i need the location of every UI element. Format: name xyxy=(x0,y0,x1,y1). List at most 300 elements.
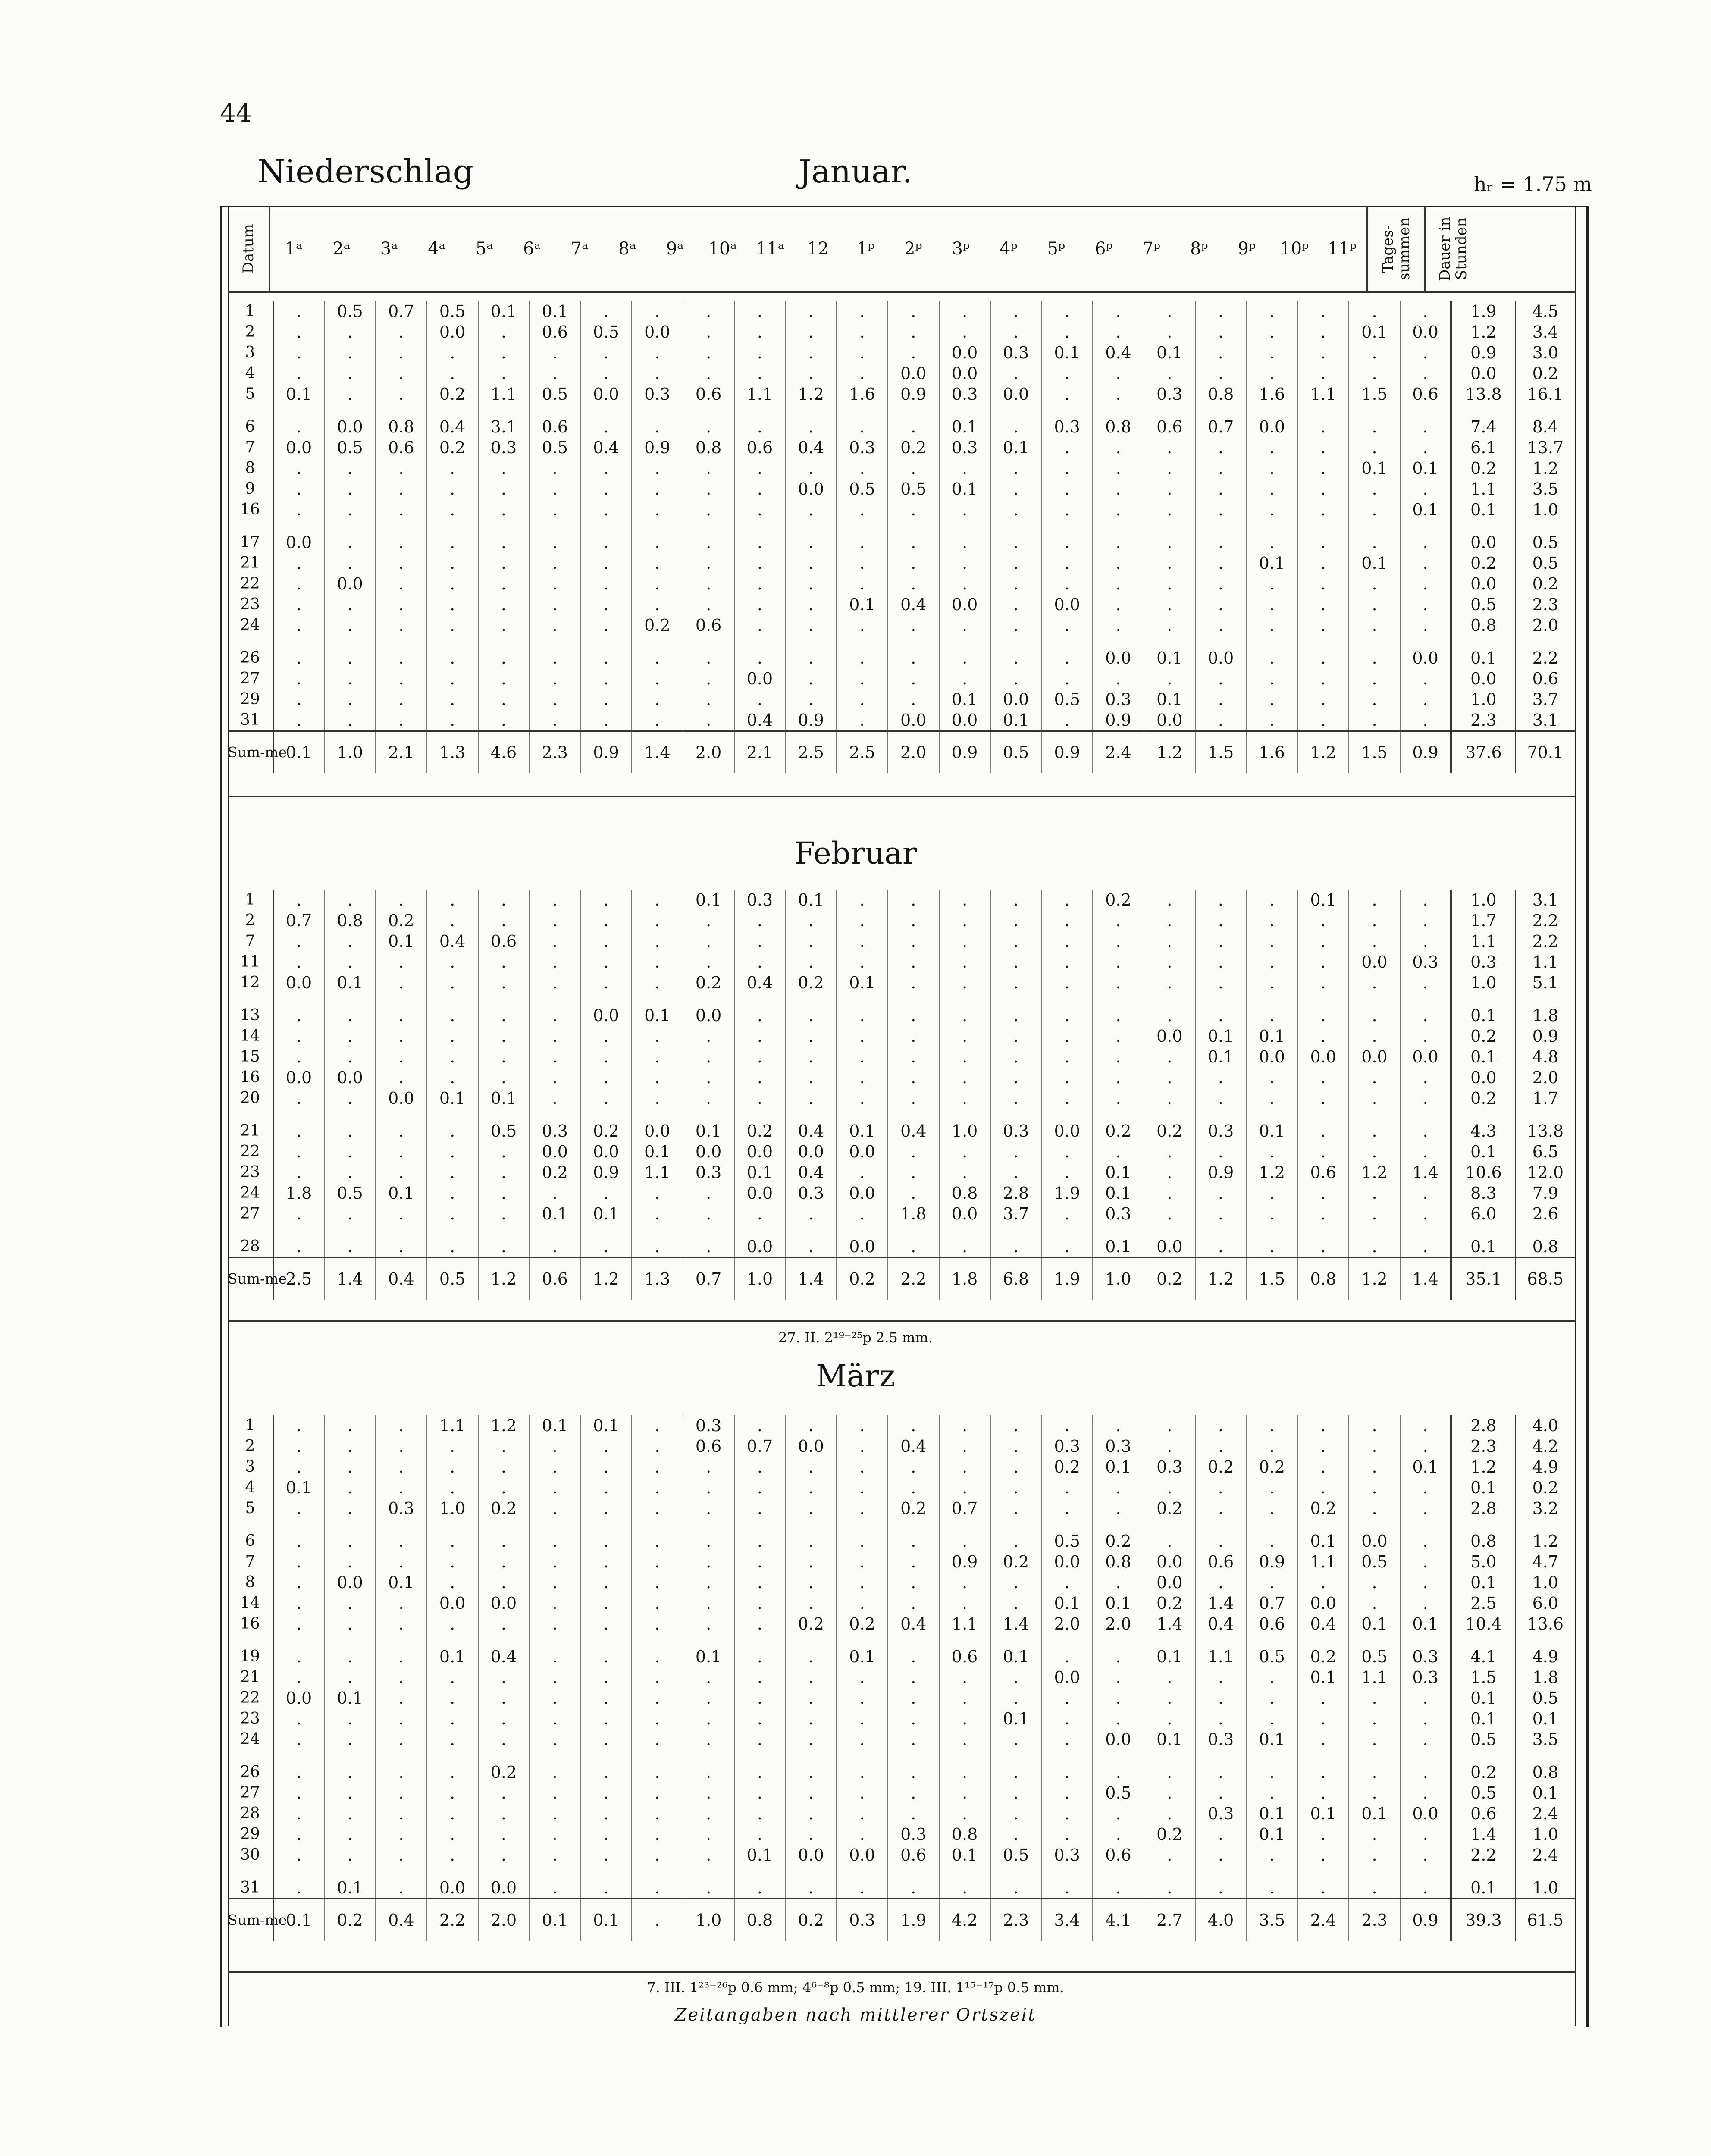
gap-cell xyxy=(273,993,324,1005)
gap-cell xyxy=(1400,404,1451,417)
value-cell: 0.1 xyxy=(683,890,734,910)
gap-cell xyxy=(1349,520,1400,532)
daily-sum-cell: 0.0 xyxy=(1451,573,1515,594)
value-cell: . xyxy=(683,1047,734,1067)
value-cell: . xyxy=(1349,301,1400,322)
page-number: 44 xyxy=(220,98,252,128)
header-hour-label: 6ᵖ xyxy=(1095,239,1113,259)
gap-cell xyxy=(1144,1109,1195,1121)
value-cell: . xyxy=(1093,1824,1144,1845)
value-cell: . xyxy=(580,1803,632,1824)
value-cell: . xyxy=(324,668,376,689)
value-cell: . xyxy=(529,890,580,910)
value-cell: . xyxy=(580,1531,632,1551)
value-cell: . xyxy=(478,1688,530,1708)
value-cell: . xyxy=(990,499,1042,520)
value-cell: . xyxy=(1247,890,1298,910)
value-cell: . xyxy=(1247,479,1298,499)
value-cell: . xyxy=(1297,1141,1349,1162)
value-cell: . xyxy=(1400,553,1451,573)
value-cell: . xyxy=(990,301,1042,322)
value-cell: . xyxy=(1093,1415,1144,1436)
value-cell: . xyxy=(376,1067,427,1088)
header-hour-label: 2ᵃ xyxy=(332,239,351,259)
value-cell: 1.0 xyxy=(939,1121,990,1141)
gap-cell xyxy=(1400,636,1451,648)
value-cell: . xyxy=(324,363,376,384)
value-cell: . xyxy=(478,1067,530,1088)
value-cell: . xyxy=(632,458,683,479)
duration-cell: 3.5 xyxy=(1532,1730,1558,1749)
value-cell: 0.5 xyxy=(580,322,632,342)
sum-row xyxy=(228,1258,1575,1300)
value-cell: . xyxy=(376,1824,427,1845)
value-cell: . xyxy=(990,1067,1042,1088)
value-cell: . xyxy=(734,1457,786,1477)
value-cell: . xyxy=(1400,594,1451,615)
gap-cell xyxy=(1297,1224,1349,1236)
sum-value-cell: 2.5 xyxy=(785,731,837,774)
duration-cell: 1.1 xyxy=(1532,953,1558,971)
value-cell: . xyxy=(478,322,530,342)
gap-cell xyxy=(1144,636,1195,648)
value-cell: . xyxy=(837,1457,888,1477)
value-cell: . xyxy=(785,1531,837,1551)
duration-cell: 12.0 xyxy=(1527,1163,1564,1182)
day-cell: 27 xyxy=(228,1783,273,1803)
gap-cell xyxy=(1247,636,1298,648)
value-cell: . xyxy=(376,648,427,668)
gap-cell xyxy=(1144,1750,1195,1762)
value-cell: 0.2 xyxy=(734,1121,786,1141)
table-row xyxy=(228,1877,1575,1899)
day-cell: 12 xyxy=(228,972,273,993)
value-cell: . xyxy=(478,1026,530,1047)
gap-cell xyxy=(1195,1865,1247,1877)
table-row xyxy=(228,479,1575,499)
maerz-footnote: 7. III. 1²³⁻²⁶p 0.6 mm; 4⁶⁻⁸p 0.5 mm; 19. III. 1¹⁵⁻¹⁷p 0.5 mm. xyxy=(647,1979,1064,1996)
value-cell: . xyxy=(785,1551,837,1572)
gap-cell xyxy=(1041,1865,1093,1877)
value-cell: . xyxy=(1349,1457,1400,1477)
value-cell: . xyxy=(273,1088,324,1109)
value-cell: . xyxy=(785,1593,837,1614)
value-cell: . xyxy=(734,1762,786,1783)
value-cell: . xyxy=(837,532,888,553)
value-cell: . xyxy=(1247,458,1298,479)
daily-sum-cell: 0.0 xyxy=(1451,668,1515,689)
value-cell: . xyxy=(529,952,580,972)
table-row xyxy=(228,952,1575,972)
value-cell: . xyxy=(324,594,376,615)
sum-value-cell: 0.5 xyxy=(427,1258,478,1300)
value-cell: 0.1 xyxy=(990,1708,1042,1729)
day-cell: 6 xyxy=(228,1531,273,1551)
value-cell: . xyxy=(529,1729,580,1750)
duration-cell: 0.9 xyxy=(1532,1027,1558,1046)
gap-cell xyxy=(478,1224,530,1236)
gap-cell xyxy=(376,1750,427,1762)
value-cell: . xyxy=(1247,1877,1298,1899)
value-cell: . xyxy=(427,1803,478,1824)
sum-value-cell: 1.4 xyxy=(1400,1258,1451,1300)
value-cell: . xyxy=(1400,1824,1451,1845)
duration-cell: 3.2 xyxy=(1532,1499,1558,1518)
value-cell: . xyxy=(529,1845,580,1865)
value-cell: 0.8 xyxy=(1195,384,1247,404)
sum-value-cell: 0.1 xyxy=(273,731,324,774)
value-cell: . xyxy=(785,1477,837,1498)
table-row xyxy=(228,1498,1575,1519)
gap-cell xyxy=(580,520,632,532)
duration-cell: 0.5 xyxy=(1532,554,1558,573)
value-cell: . xyxy=(1349,532,1400,553)
header-tagessummen-label: Tages-summen xyxy=(1379,217,1413,280)
value-cell: . xyxy=(478,1457,530,1477)
value-cell: . xyxy=(1349,1708,1400,1729)
row-gap xyxy=(228,1109,1575,1121)
gap-cell xyxy=(1400,1634,1451,1646)
value-cell: . xyxy=(580,1457,632,1477)
value-cell: . xyxy=(580,615,632,636)
value-cell: . xyxy=(273,458,324,479)
gap-cell xyxy=(529,1519,580,1531)
sum-value-cell: 1.2 xyxy=(1349,1258,1400,1300)
value-cell: 0.0 xyxy=(376,1088,427,1109)
value-cell: . xyxy=(1349,910,1400,931)
value-cell: . xyxy=(888,342,939,363)
value-cell: . xyxy=(837,1498,888,1519)
value-cell: 0.1 xyxy=(1144,648,1195,668)
value-cell: . xyxy=(632,417,683,437)
value-cell: . xyxy=(324,648,376,668)
daily-sum-cell: 0.2 xyxy=(1451,553,1515,573)
value-cell: . xyxy=(529,1047,580,1067)
value-cell: 0.2 xyxy=(785,972,837,993)
value-cell: . xyxy=(1400,1845,1451,1865)
value-cell: . xyxy=(529,1803,580,1824)
value-cell: 0.0 xyxy=(888,363,939,384)
value-cell: . xyxy=(529,931,580,952)
value-cell: . xyxy=(888,1593,939,1614)
value-cell: 0.9 xyxy=(1195,1162,1247,1183)
value-cell: . xyxy=(1349,648,1400,668)
value-cell: . xyxy=(1400,689,1451,710)
month-title-januar: Januar. xyxy=(799,153,912,190)
value-cell: . xyxy=(324,1026,376,1047)
value-cell: . xyxy=(632,301,683,322)
gap-cell xyxy=(1451,1519,1515,1531)
daily-sum-cell: 6.1 xyxy=(1451,437,1515,458)
value-cell: . xyxy=(632,1572,683,1593)
header-hour xyxy=(985,206,1033,291)
row-gap xyxy=(228,404,1575,417)
gap-cell xyxy=(228,1224,273,1236)
duration-cell: 8.4 xyxy=(1532,417,1558,436)
value-cell: . xyxy=(1400,532,1451,553)
gap-cell xyxy=(427,1109,478,1121)
value-cell: 0.3 xyxy=(837,437,888,458)
daily-sum-cell: 0.1 xyxy=(1451,1688,1515,1708)
value-cell: 2.0 xyxy=(1041,1614,1093,1634)
value-cell: . xyxy=(273,553,324,573)
value-cell: . xyxy=(632,931,683,952)
value-cell: . xyxy=(529,668,580,689)
value-cell: . xyxy=(1349,1762,1400,1783)
value-cell: . xyxy=(1144,1183,1195,1203)
value-cell: 0.1 xyxy=(939,417,990,437)
sum-value-cell: 2.2 xyxy=(427,1899,478,1941)
gap-cell xyxy=(1297,404,1349,417)
gap-cell xyxy=(990,1865,1042,1877)
gap-cell xyxy=(990,1750,1042,1762)
value-cell: . xyxy=(1144,458,1195,479)
value-cell: . xyxy=(427,479,478,499)
value-cell: 0.0 xyxy=(427,1593,478,1614)
value-cell: 0.2 xyxy=(427,437,478,458)
header-hour-label: 8ᵖ xyxy=(1190,239,1208,259)
value-cell: . xyxy=(580,1477,632,1498)
duration-cell: 4.5 xyxy=(1532,302,1558,321)
value-cell: . xyxy=(632,710,683,731)
value-cell: 0.0 xyxy=(1349,952,1400,972)
value-cell: . xyxy=(1400,1729,1451,1750)
sum-value-cell: 1.9 xyxy=(1041,1258,1093,1300)
value-cell: 0.1 xyxy=(376,931,427,952)
value-cell: . xyxy=(683,1026,734,1047)
value-cell: . xyxy=(1349,342,1400,363)
gap-cell xyxy=(478,1865,530,1877)
value-cell: 0.0 xyxy=(1041,1667,1093,1688)
value-cell: . xyxy=(1400,1436,1451,1457)
gap-cell xyxy=(1041,1224,1093,1236)
value-cell: . xyxy=(478,1162,530,1183)
value-cell: . xyxy=(376,1877,427,1899)
value-cell: . xyxy=(939,1667,990,1688)
table-row xyxy=(228,1203,1575,1224)
value-cell: . xyxy=(939,1593,990,1614)
value-cell: 0.3 xyxy=(1400,1667,1451,1688)
sum-value-cell: 1.2 xyxy=(1144,731,1195,774)
value-cell: . xyxy=(273,952,324,972)
gap-cell xyxy=(1297,1634,1349,1646)
gap-cell xyxy=(1247,1519,1298,1531)
value-cell: . xyxy=(1297,1236,1349,1258)
table-row xyxy=(228,1572,1575,1593)
value-cell: . xyxy=(888,1877,939,1899)
value-cell: . xyxy=(1297,1688,1349,1708)
value-cell: . xyxy=(1297,972,1349,993)
value-cell: . xyxy=(785,1047,837,1067)
day-cell: 4 xyxy=(228,363,273,384)
value-cell: 0.3 xyxy=(990,1121,1042,1141)
value-cell: . xyxy=(1144,553,1195,573)
value-cell: 0.9 xyxy=(580,1162,632,1183)
value-cell: 0.1 xyxy=(1093,1162,1144,1183)
value-cell: . xyxy=(580,1708,632,1729)
value-cell: . xyxy=(683,1845,734,1865)
value-cell: . xyxy=(939,1762,990,1783)
gap-cell xyxy=(990,993,1042,1005)
value-cell: . xyxy=(529,1436,580,1457)
value-cell: . xyxy=(376,1162,427,1183)
value-cell: . xyxy=(1349,1477,1400,1498)
value-cell: . xyxy=(632,648,683,668)
day-cell: 2 xyxy=(228,910,273,931)
value-cell: 0.0 xyxy=(785,1436,837,1457)
gap-cell xyxy=(837,1109,888,1121)
value-cell: . xyxy=(478,910,530,931)
value-cell: . xyxy=(376,1729,427,1750)
value-cell: . xyxy=(376,890,427,910)
value-cell: . xyxy=(1195,615,1247,636)
value-cell: . xyxy=(1297,689,1349,710)
value-cell: . xyxy=(478,952,530,972)
value-cell: . xyxy=(785,553,837,573)
value-cell: . xyxy=(632,1531,683,1551)
value-cell: 3.7 xyxy=(990,1203,1042,1224)
value-cell: 0.3 xyxy=(683,1415,734,1436)
value-cell: 0.2 xyxy=(888,437,939,458)
value-cell: . xyxy=(785,648,837,668)
value-cell: 0.0 xyxy=(837,1183,888,1203)
value-cell: 0.1 xyxy=(1247,1121,1298,1141)
value-cell: . xyxy=(683,499,734,520)
gap-cell xyxy=(427,1224,478,1236)
value-cell: 0.2 xyxy=(1093,1531,1144,1551)
gap-cell xyxy=(1195,520,1247,532)
value-cell: . xyxy=(1041,1067,1093,1088)
value-cell: . xyxy=(632,1436,683,1457)
value-cell: . xyxy=(939,1047,990,1067)
value-cell: . xyxy=(990,1457,1042,1477)
table-row xyxy=(228,910,1575,931)
value-cell: . xyxy=(1093,1026,1144,1047)
duration-cell: 2.4 xyxy=(1532,1846,1558,1865)
value-cell: . xyxy=(888,890,939,910)
value-cell: . xyxy=(324,1005,376,1026)
value-cell: . xyxy=(1400,1121,1451,1141)
value-cell: . xyxy=(939,931,990,952)
value-cell: . xyxy=(990,1688,1042,1708)
value-cell: . xyxy=(529,499,580,520)
value-cell: . xyxy=(1041,1877,1093,1899)
daily-sum-cell: 0.5 xyxy=(1451,1783,1515,1803)
day-cell: 16 xyxy=(228,1614,273,1634)
value-cell: . xyxy=(888,1477,939,1498)
sum-value-cell: 2.7 xyxy=(1144,1899,1195,1941)
value-cell: . xyxy=(683,1783,734,1803)
gap-cell xyxy=(580,404,632,417)
value-cell: . xyxy=(376,363,427,384)
value-cell: 0.1 xyxy=(1349,553,1400,573)
gap-cell xyxy=(1093,1865,1144,1877)
gap-cell xyxy=(1093,404,1144,417)
value-cell: . xyxy=(1297,1026,1349,1047)
value-cell: . xyxy=(990,890,1042,910)
table-row xyxy=(228,573,1575,594)
value-cell: . xyxy=(478,1047,530,1067)
sum-value-cell: 0.4 xyxy=(376,1258,427,1300)
value-cell: . xyxy=(683,1803,734,1824)
value-cell: . xyxy=(632,1646,683,1667)
value-cell: . xyxy=(734,689,786,710)
gap-cell xyxy=(376,404,427,417)
daily-sum-cell: 1.0 xyxy=(1451,972,1515,993)
day-cell: 7 xyxy=(228,437,273,458)
gap-cell xyxy=(1515,636,1575,648)
value-cell: . xyxy=(837,910,888,931)
value-cell: . xyxy=(580,1067,632,1088)
value-cell: . xyxy=(888,499,939,520)
value-cell: . xyxy=(1041,322,1093,342)
value-cell: . xyxy=(632,342,683,363)
value-cell: 0.1 xyxy=(1093,1457,1144,1477)
gap-cell xyxy=(888,993,939,1005)
value-cell: . xyxy=(324,615,376,636)
gap-cell xyxy=(1297,1750,1349,1762)
duration-cell: 1.8 xyxy=(1532,1668,1558,1687)
gap-cell xyxy=(734,1224,786,1236)
value-cell: 0.6 xyxy=(478,931,530,952)
value-cell: 0.0 xyxy=(785,1845,837,1865)
gap-cell xyxy=(273,1224,324,1236)
value-cell: . xyxy=(683,931,734,952)
table-row xyxy=(228,1729,1575,1750)
table-row xyxy=(228,972,1575,993)
value-cell: . xyxy=(427,710,478,731)
gap-cell xyxy=(427,1519,478,1531)
sum-value-cell: 1.0 xyxy=(683,1899,734,1941)
value-cell: 1.1 xyxy=(734,384,786,404)
value-cell: 1.9 xyxy=(1041,1183,1093,1203)
table-row xyxy=(228,1531,1575,1551)
value-cell: . xyxy=(324,1551,376,1572)
value-cell: . xyxy=(632,573,683,594)
value-cell: . xyxy=(632,499,683,520)
value-cell: 0.9 xyxy=(785,710,837,731)
value-cell: . xyxy=(1144,1845,1195,1865)
value-cell: . xyxy=(529,1572,580,1593)
value-cell: . xyxy=(1247,952,1298,972)
value-cell: 0.1 xyxy=(1400,458,1451,479)
value-cell: . xyxy=(273,890,324,910)
gap-cell xyxy=(939,1519,990,1531)
value-cell: . xyxy=(1400,342,1451,363)
value-cell: . xyxy=(785,1005,837,1026)
value-cell: . xyxy=(478,1183,530,1203)
gap-cell xyxy=(888,1865,939,1877)
value-cell: . xyxy=(427,1067,478,1088)
table-row xyxy=(228,1183,1575,1203)
sum-value-cell: 0.9 xyxy=(1041,731,1093,774)
sum-value-cell: 2.3 xyxy=(529,731,580,774)
value-cell: 0.1 xyxy=(734,1845,786,1865)
value-cell: 0.1 xyxy=(427,1088,478,1109)
value-cell: . xyxy=(1041,499,1093,520)
value-cell: . xyxy=(273,573,324,594)
table-row xyxy=(228,1688,1575,1708)
value-cell: . xyxy=(939,1088,990,1109)
value-cell: 0.4 xyxy=(888,1121,939,1141)
value-cell: . xyxy=(376,1688,427,1708)
value-cell: . xyxy=(1297,952,1349,972)
value-cell: . xyxy=(529,1646,580,1667)
value-cell: . xyxy=(683,1183,734,1203)
value-cell: 0.5 xyxy=(1041,689,1093,710)
value-cell: . xyxy=(990,417,1042,437)
value-cell: 0.1 xyxy=(1297,1531,1349,1551)
